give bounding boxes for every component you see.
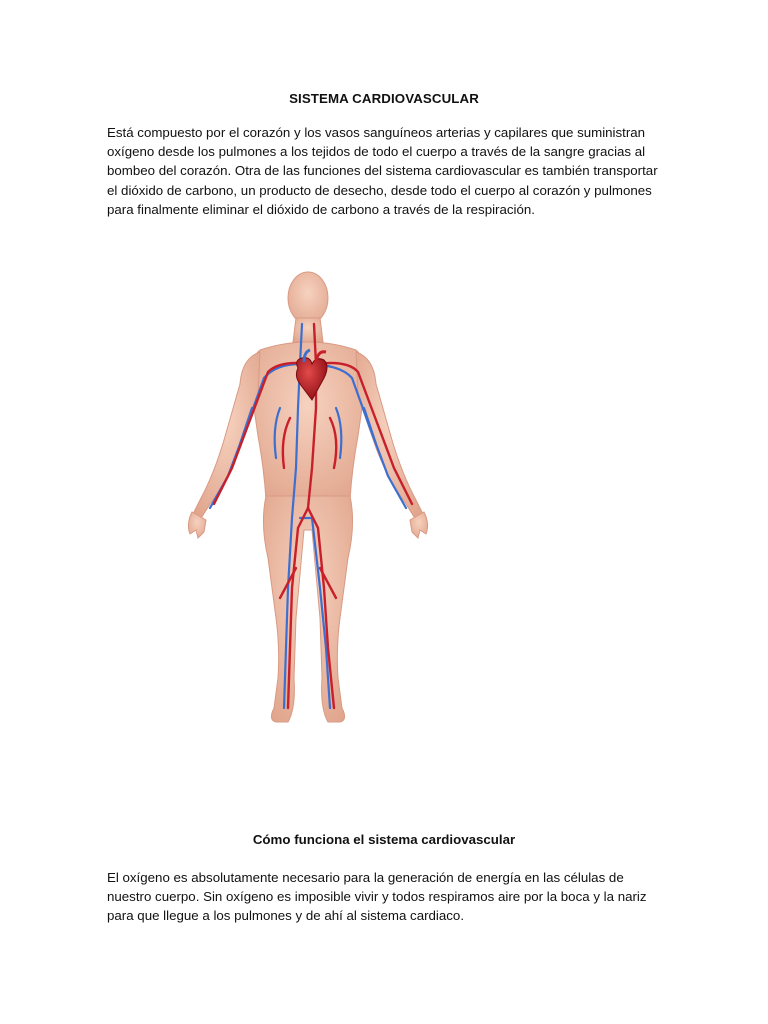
circulatory-system-illustration: [180, 268, 436, 728]
body-paragraph: El oxígeno es absolutamente necesario para la generación de energía en las células de nuestro cuerpo. Sin oxígeno es imposible vivir y todos respiramos aire por la boca y la nariz para que llegue a los pulmones y de ahí al sistema cardiaco.: [107, 870, 647, 924]
intro-paragraph: Está compuesto por el corazón y los vasos sanguíneos arterias y capilares que suministran oxígeno desde los pulmones a los tejidos de todo el cuerpo a través de la sangre gracias al bombeo del corazón. Otra de las funciones del sistema cardiovascular es también transportar el dióxido de carbono, un producto de desecho, desde todo el cuerpo al corazón y pulmones para finalmente eliminar el dióxido de carbono a través de la respiración.: [107, 125, 658, 217]
section-subtitle: Cómo funciona el sistema cardiovascular: [252, 832, 516, 847]
document-title: SISTEMA CARDIOVASCULAR: [289, 91, 479, 106]
human-body-figure: [180, 268, 436, 728]
